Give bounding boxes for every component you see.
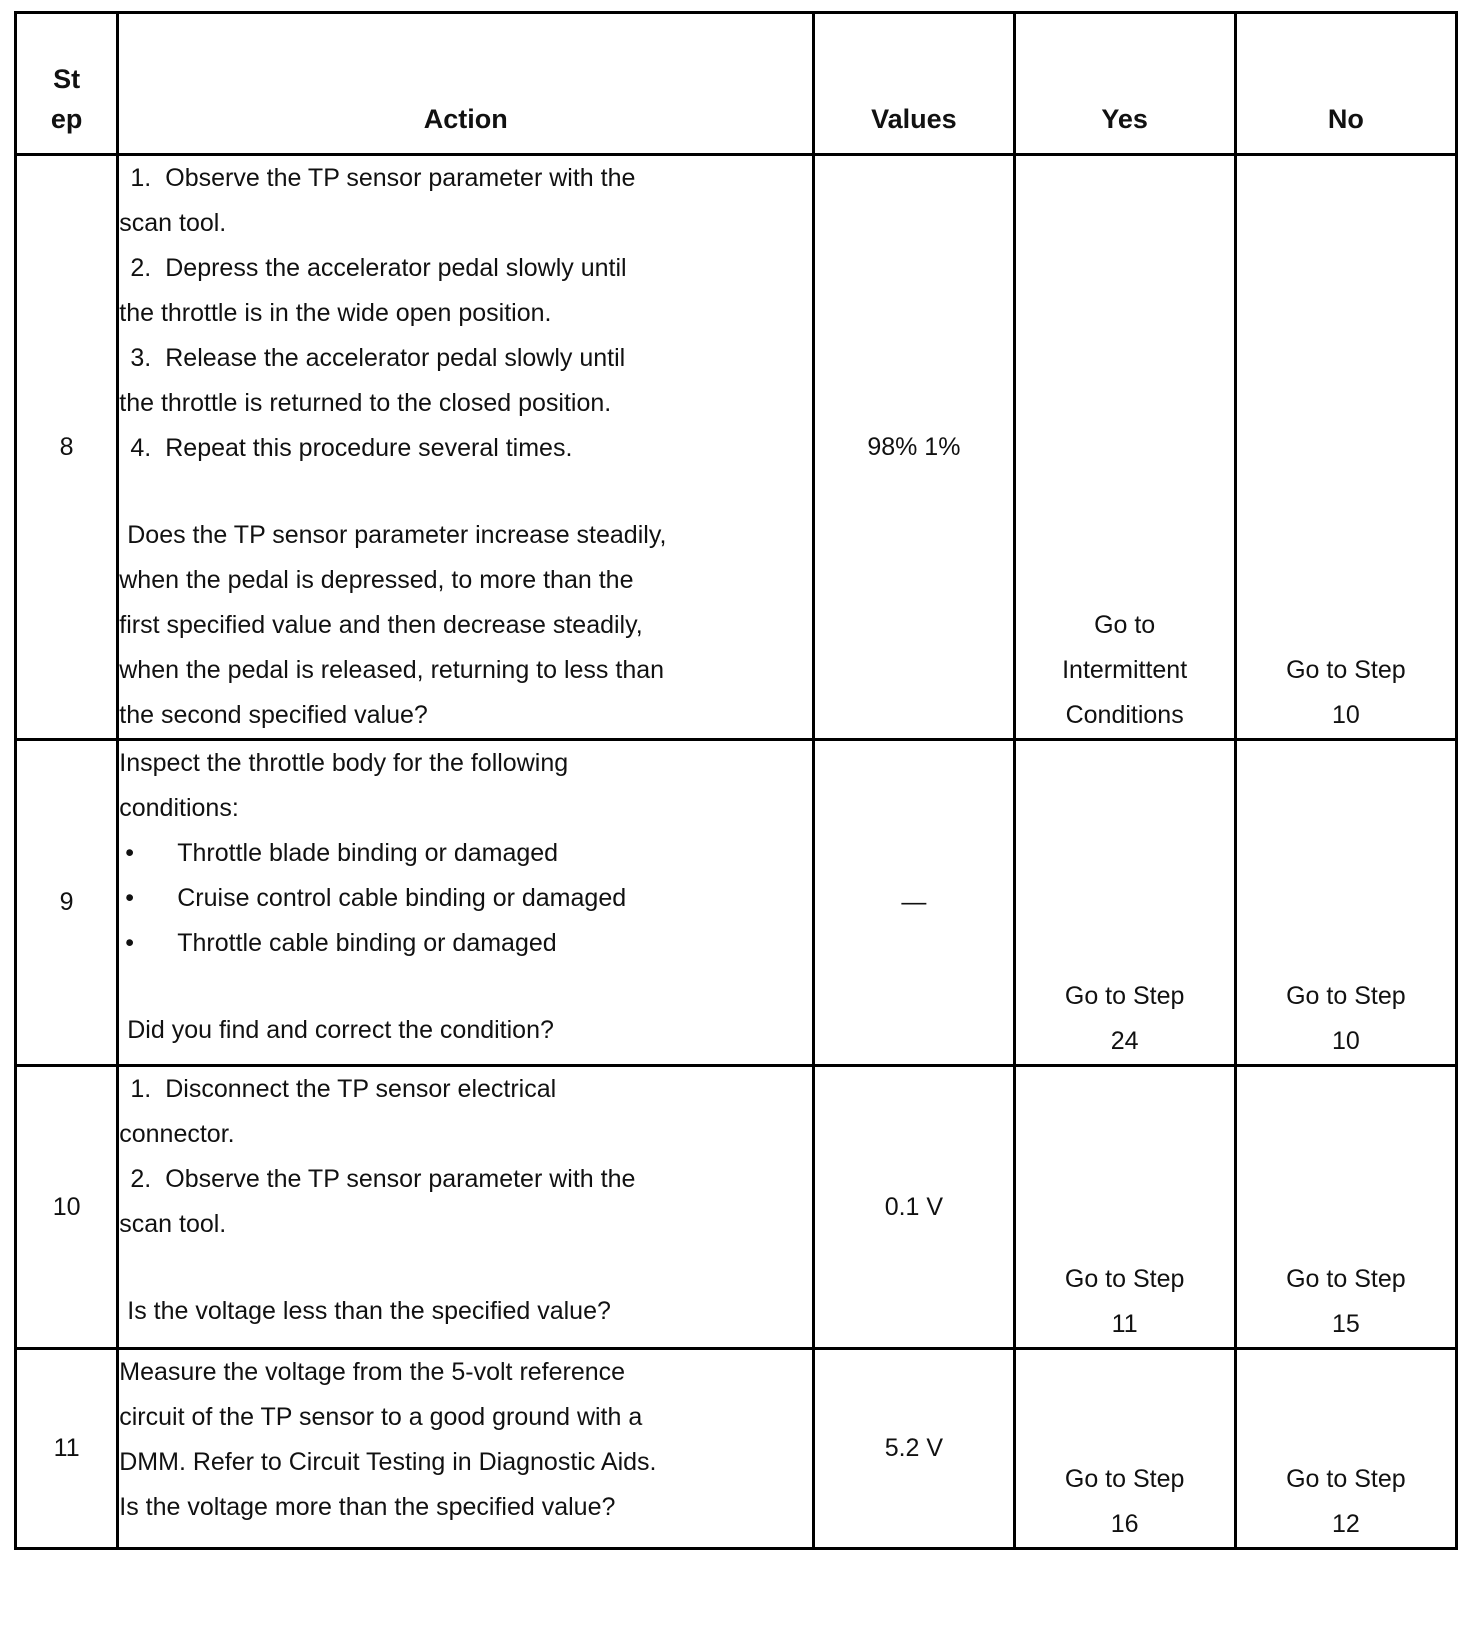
step-cell: 10	[16, 1066, 118, 1349]
table-row	[16, 740, 1457, 1066]
list-item: • Cruise control cable binding or damaged	[125, 884, 627, 912]
header-row	[16, 13, 1457, 155]
list-item: 4. Repeat this procedure several times.	[130, 434, 573, 462]
header-values: Values	[814, 13, 1014, 155]
table-row	[16, 1349, 1457, 1549]
yes-cell: Go to Step 24	[1014, 740, 1235, 1066]
action-cell: Measure the voltage from the 5-volt reference circuit of the TP sensor to a good ground with a DMM. Refer to Circuit Testing in Diagnostic Aids. Is the voltage more than the specified value?	[118, 1349, 814, 1549]
table-row	[16, 1066, 1457, 1349]
no-cell: Go to Step 12	[1235, 1349, 1456, 1549]
yes-cell: Go to Step 11	[1014, 1066, 1235, 1349]
list-item: 1. Observe the TP sensor parameter with the	[130, 164, 636, 192]
table-row	[16, 155, 1457, 740]
list-item: • Throttle blade binding or damaged	[125, 839, 559, 867]
header-step: St ep	[16, 13, 118, 155]
value-cell: —	[814, 740, 1014, 1066]
step-cell: 11	[16, 1349, 118, 1549]
question-text: Does the TP sensor parameter increase steadily,	[127, 521, 667, 549]
value-cell: 0.1 V	[814, 1066, 1014, 1349]
value-cell: 5.2 V	[814, 1349, 1014, 1549]
diagnostic-table	[14, 11, 1458, 1550]
action-cell: Inspect the throttle body for the following conditions: • Throttle blade binding or damaged • Cruise control cable binding or damaged • Throttle cable binding or damaged Did you find and correct the condition?	[118, 740, 814, 1066]
yes-cell: Go to Step 16	[1014, 1349, 1235, 1549]
value-cell: 98% 1%	[814, 155, 1014, 740]
step-cell: 8	[16, 155, 118, 740]
step-cell: 9	[16, 740, 118, 1066]
list-item: 2. Depress the accelerator pedal slowly until	[130, 254, 627, 282]
action-cell: 1. Disconnect the TP sensor electrical connector. 2. Observe the TP sensor parameter with the scan tool. Is the voltage less than the specified value?	[118, 1066, 814, 1349]
no-cell: Go to Step 15	[1235, 1066, 1456, 1349]
list-item: 2. Observe the TP sensor parameter with the	[130, 1165, 636, 1193]
header-action: Action	[118, 13, 814, 155]
question-text: Did you find and correct the condition?	[127, 1016, 554, 1044]
action-cell: 1. Observe the TP sensor parameter with the scan tool. 2. Depress the accelerator pedal slowly until the throttle is in the wide open position. 3. Release the accelerator pedal slowly until the throttle is returned to the closed position. 4. Repeat this procedure several times. Does the TP sensor parameter increase steadily, when the pedal is depressed, to more than the first specified value and then decrease steadily, when the pedal is released, returning to less than the second specified value?	[118, 155, 814, 740]
question-text: Is the voltage more than the specified value?	[119, 1493, 616, 1521]
question-text: Is the voltage less than the specified value?	[127, 1297, 611, 1325]
list-item: • Throttle cable binding or damaged	[125, 929, 557, 957]
list-item: 1. Disconnect the TP sensor electrical	[130, 1075, 557, 1103]
list-item: 3. Release the accelerator pedal slowly until	[130, 344, 626, 372]
header-no: No	[1235, 13, 1456, 155]
yes-cell: Go to Intermittent Conditions	[1014, 155, 1235, 740]
no-cell: Go to Step 10	[1235, 740, 1456, 1066]
no-cell: Go to Step 10	[1235, 155, 1456, 740]
header-yes: Yes	[1014, 13, 1235, 155]
